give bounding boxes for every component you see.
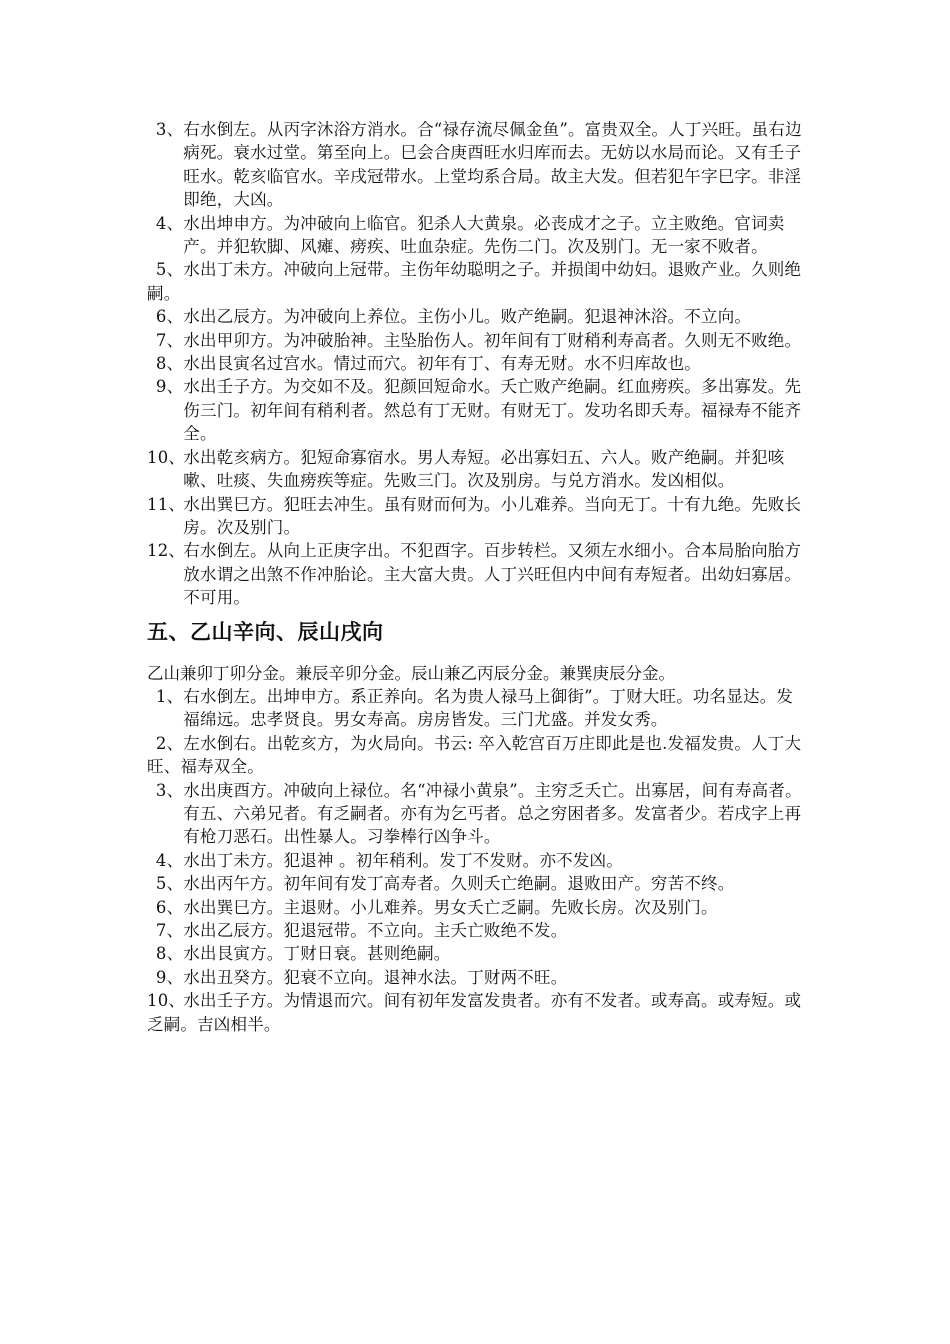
section-5-list (147, 685, 807, 1036)
item-text: 水出丁未方。犯退神 。初年稍利。发丁不发财。亦不发凶。 (183, 850, 623, 870)
item-number: 7、 (155, 330, 184, 350)
item-number: 10、 (147, 447, 186, 467)
item-text: 水出巽巳方。主退财。小儿难养。男女夭亡乏嗣。先败长房。次及别门。 (183, 897, 718, 917)
list-item (147, 779, 807, 849)
list-item (147, 942, 807, 965)
list-item (147, 212, 807, 259)
item-text: 水出乙辰方。为冲破向上养位。主伤小儿。败产绝嗣。犯退神沐浴。不立向。 (183, 307, 752, 327)
section-5-intro: 乙山兼卯丁卯分金。兼辰辛卯分金。辰山兼乙丙辰分金。兼巽庚辰分金。 (147, 663, 675, 683)
item-number: 8、 (155, 944, 184, 964)
item-number: 3、 (155, 780, 184, 800)
list-item (147, 375, 807, 445)
item-number: 5、 (155, 874, 184, 894)
item-number: 12、 (147, 541, 186, 561)
list-item (147, 919, 807, 942)
item-text: 水出丑癸方。犯衰不立向。退神水法。丁财两不旺。 (183, 967, 568, 987)
item-number: 8、 (155, 354, 184, 374)
item-text: 水出丁未方。冲破向上冠带。主伤年幼聪明之子。并损闺中幼妇。退败产业。久则绝嗣。 (147, 260, 802, 303)
list-item (147, 493, 807, 540)
list-item (147, 329, 807, 352)
list-item (147, 305, 807, 328)
item-text: 水出甲卯方。为冲破胎神。主坠胎伤人。初年间有丁财稍利寿高者。久则无不败绝。 (183, 330, 802, 350)
item-text: 右水倒左。从丙字沐浴方消水。合“禄存流尽佩金鱼”。富贵双全。人丁兴旺。虽右边病死。衰水过堂。第至向上。巳会合庚酉旺水归库而去。无妨以水局而论。又有壬子旺水。乾亥临官水。辛戌冠带水。上堂均系合局。故主大发。但若犯午字巳字。非淫即绝，大凶。 (183, 120, 802, 210)
item-number: 9、 (155, 967, 184, 987)
item-text: 水出艮寅名过宫水。情过而穴。初年有丁、有寿无财。水不归库故也。 (183, 354, 701, 374)
item-text: 水出乾亥病方。犯短命寡宿水。男人寿短。必出寡妇五、六人。败产绝嗣。并犯咳嗽、吐痰、失血痨疾等症。先败三门。次及别房。与兑方消水。发凶相似。 (183, 447, 785, 491)
item-number: 1、 (155, 686, 184, 706)
item-text: 左水倒右。出乾亥方，为火局向。书云: 卒入乾宫百万庄即此是也.发福发贵。人丁大旺、福寿双全。 (147, 733, 802, 777)
item-text: 水出庚酉方。冲破向上禄位。名“冲禄小黄泉”。主穷乏夭亡。出寡居，间有寿高者。有五、六弟兄者。有乏嗣者。亦有为乞丐者。总之穷困者多。发富者少。若戌字上再有枪刀恶石。出性暴人。习拳棒行凶争斗。 (183, 780, 802, 847)
item-text: 右水倒左。从向上正庚字出。不犯酉字。百步转栏。又须左水细小。合本局胎向胎方放水谓之出煞不作冲胎论。主大富大贵。人丁兴旺但内中间有寿短者。出幼妇寡居。不可用。 (183, 541, 802, 608)
list-item (147, 989, 807, 1036)
item-number: 4、 (155, 213, 184, 233)
list-item (147, 118, 807, 212)
list-item (147, 685, 807, 732)
list-item (147, 352, 807, 375)
section-5-heading: 五、乙山辛向、辰山戌向 (147, 618, 384, 644)
document-page (147, 118, 807, 1036)
list-item (147, 872, 807, 895)
item-number: 9、 (155, 377, 184, 397)
item-text: 水出丙午方。初年间有发丁高寿者。久则夭亡绝嗣。退败田产。穷苦不终。 (183, 874, 735, 894)
item-number: 3、 (155, 120, 184, 139)
item-number: 7、 (155, 921, 184, 940)
item-number: 10、 (147, 991, 186, 1011)
list-item (147, 539, 807, 609)
item-text: 水出艮寅方。丁财日衰。甚则绝嗣。 (183, 944, 451, 964)
list-item (147, 258, 807, 305)
section-4-list (147, 118, 807, 610)
item-text: 右水倒左。出坤申方。系正养向。名为贵人禄马上御街”。丁财大旺。功名显达。发福绵远。忠孝贤良。男女寿高。房房皆发。三门尤盛。并发女秀。 (183, 686, 794, 730)
item-text: 水出乙辰方。犯退冠带。不立向。主夭亡败绝不发。 (183, 921, 568, 940)
item-number: 6、 (155, 897, 184, 917)
item-text: 水出壬子方。为情退而穴。间有初年发富发贵者。亦有不发者。或寿高。或寿短。或乏嗣。吉凶相半。 (147, 991, 802, 1034)
list-item (147, 732, 807, 779)
item-text: 水出壬子方。为交如不及。犯颜回短命水。夭亡败产绝嗣。红血痨疾。多出寡发。先伤三门。初年间有稍利者。然总有丁无财。有财无丁。发功名即夭寿。福禄寿不能齐全。 (183, 377, 802, 444)
item-number: 2、 (155, 733, 184, 753)
item-number: 11、 (147, 494, 186, 514)
item-number: 6、 (155, 307, 184, 327)
list-item (147, 849, 807, 872)
item-number: 5、 (155, 260, 184, 280)
item-text: 水出坤申方。为冲破向上临官。犯杀人大黄泉。必丧成才之子。立主败绝。官词卖产。并犯软脚、风瘫、痨疾、吐血杂症。先伤二门。次及别门。无一家不败者。 (183, 213, 785, 257)
list-item (147, 446, 807, 493)
list-item (147, 896, 807, 919)
item-text: 水出巽巳方。犯旺去冲生。虽有财而何为。小儿难养。当向无丁。十有九绝。先败长房。次及别门。 (183, 494, 802, 537)
item-number: 4、 (155, 850, 184, 870)
list-item (147, 966, 807, 989)
